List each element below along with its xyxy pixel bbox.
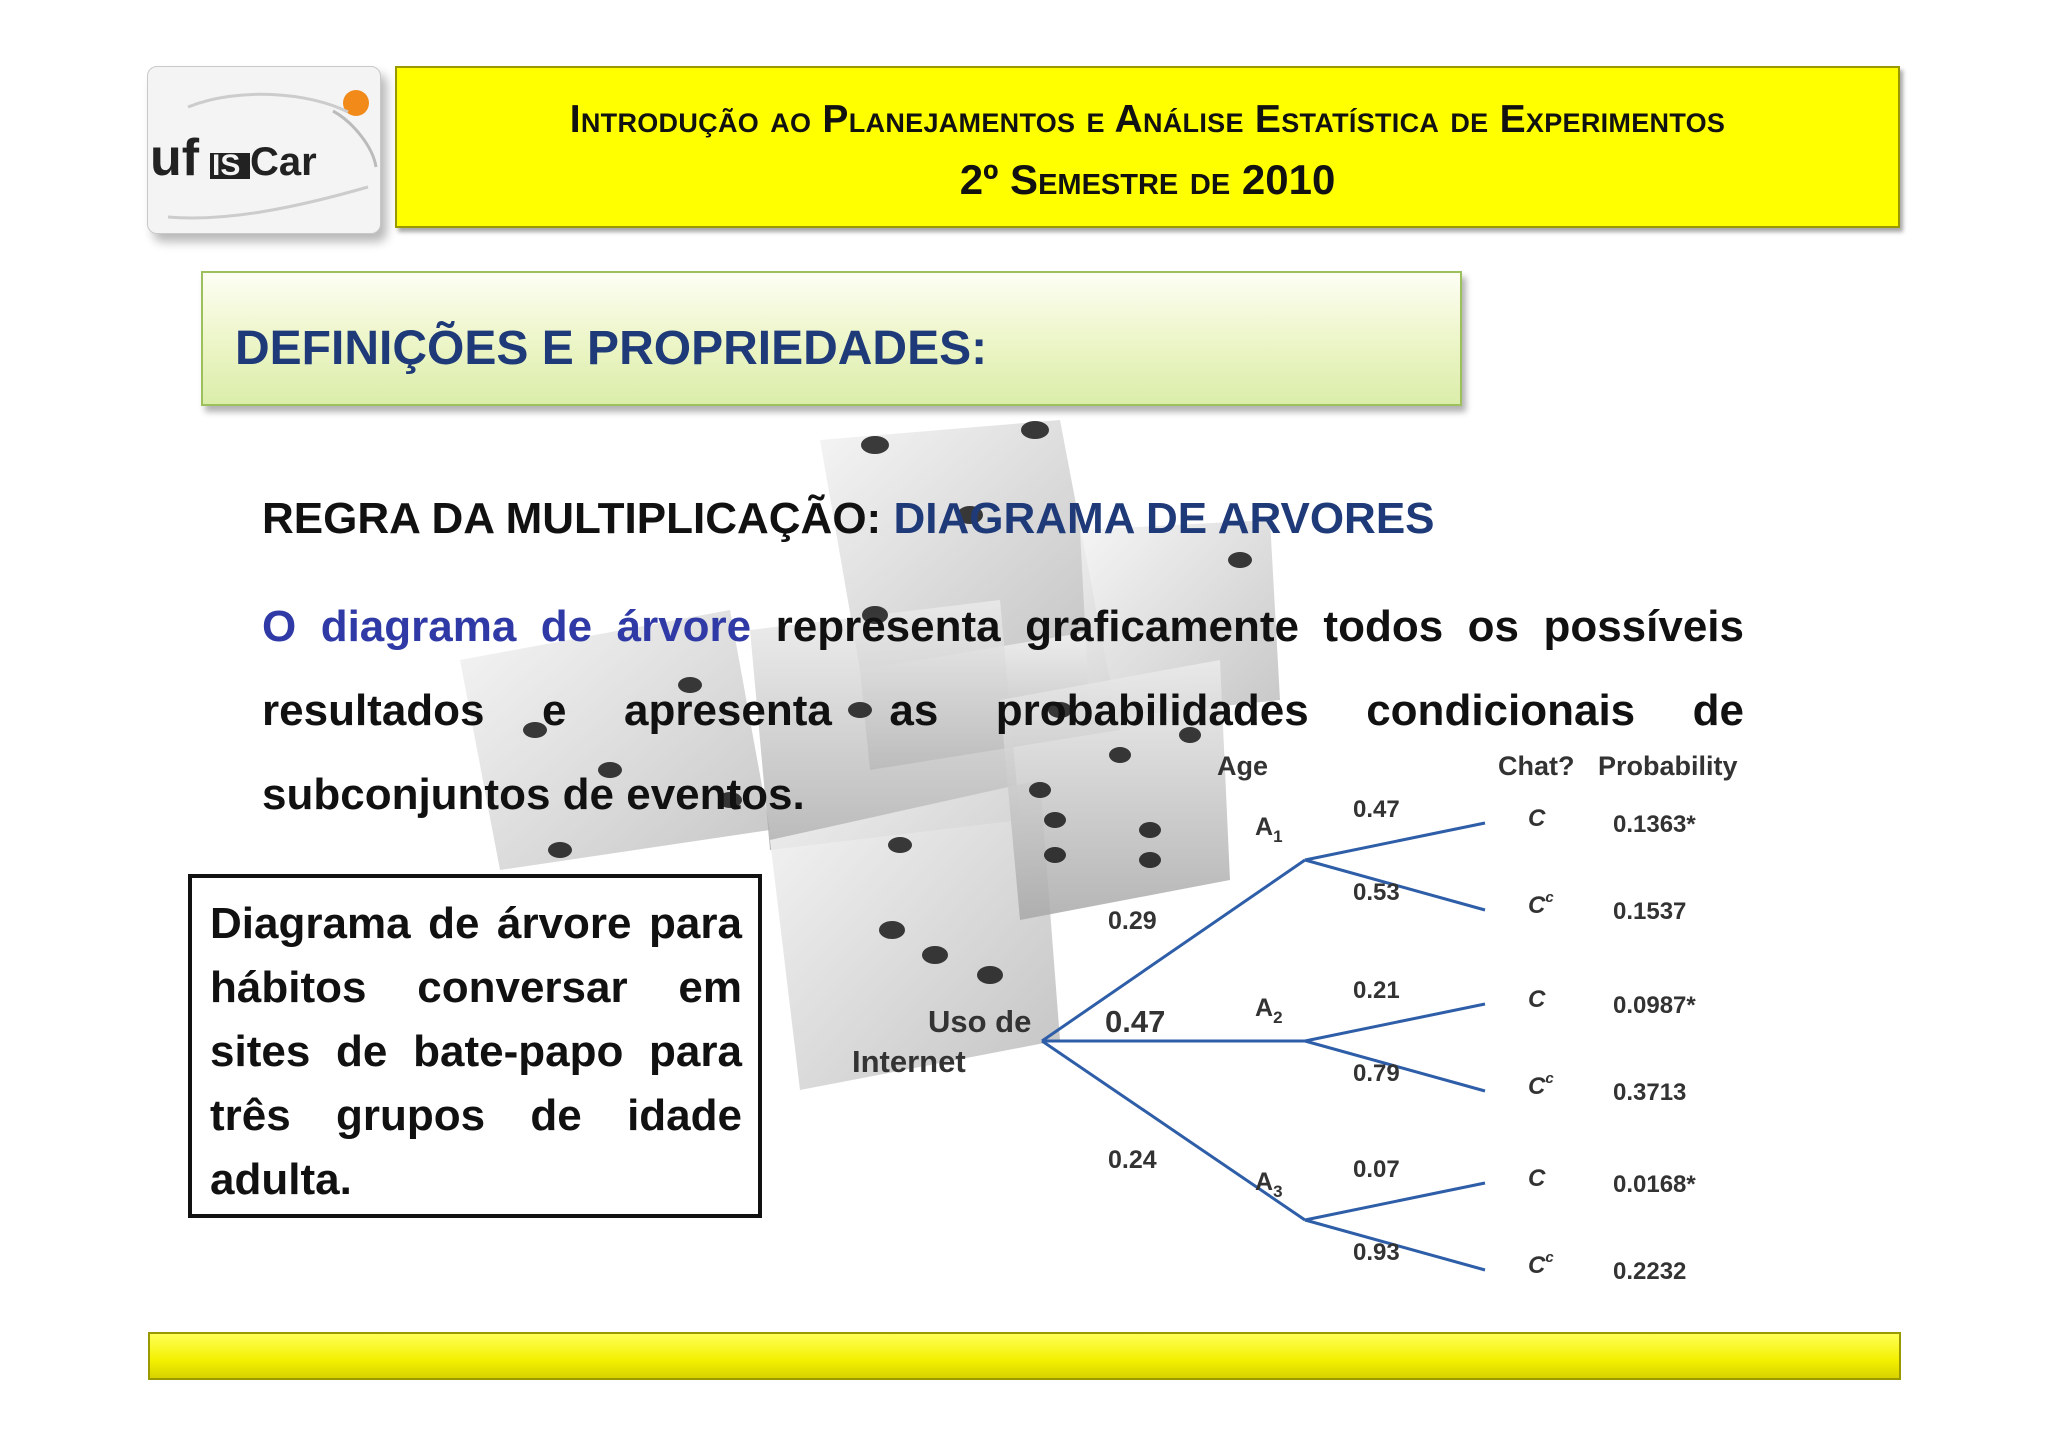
semester-title: 2º Semestre de 2010	[959, 156, 1336, 203]
probability-tree	[840, 745, 1780, 1305]
header-chat: Chat?	[1498, 751, 1575, 781]
header-probability: Probability	[1598, 751, 1738, 781]
svg-text:IS: IS	[212, 149, 241, 182]
caption-box	[188, 874, 762, 1218]
paragraph-lead: O diagrama de árvore	[262, 602, 752, 651]
rule-prefix: REGRA DA MULTIPLICAÇÃO:	[262, 494, 894, 543]
svg-text:uf: uf	[150, 129, 200, 187]
section-title-box	[201, 271, 1462, 406]
branch-probability-label: 0.21	[1353, 977, 1400, 1004]
age-probability-label: 0.24	[1108, 1146, 1157, 1174]
section-title: DEFINIÇÕES E PROPRIEDADES:	[235, 322, 988, 375]
age-probability-label: 0.47	[1105, 1004, 1166, 1039]
logo-graphic	[148, 67, 380, 233]
header-age: Age	[1217, 751, 1269, 781]
caption-text: Diagrama de árvore para hábitos conversar em sites de bate-papo para três grupos de idade adulta.	[210, 899, 742, 1204]
branch-probability-label: 0.93	[1353, 1239, 1400, 1266]
result-probability-label: 0.1363*	[1613, 811, 1696, 838]
outcome-label: $C^c$	[1528, 1070, 1554, 1100]
root-label-line2: Internet	[852, 1044, 966, 1079]
result-probability-label: 0.3713	[1613, 1079, 1687, 1106]
age-group-label: $A_2$	[1255, 994, 1283, 1027]
age-group-label: $A_3$	[1255, 1168, 1283, 1201]
outcome-label: $C^c$	[1528, 1249, 1554, 1279]
tree-branches	[1042, 823, 1485, 1270]
branch-probability-label: 0.47	[1353, 796, 1400, 823]
result-probability-label: 0.0987*	[1613, 992, 1696, 1019]
svg-text:Car: Car	[250, 140, 317, 184]
outcome-label: C	[1528, 986, 1546, 1013]
branch-probability-label: 0.07	[1353, 1156, 1400, 1183]
rule-heading	[262, 494, 1435, 544]
branch-probability-label: 0.79	[1353, 1060, 1400, 1087]
chat-branch-line	[1305, 823, 1485, 860]
age-probability-label: 0.29	[1108, 907, 1157, 935]
result-probability-label: 0.1537	[1613, 898, 1687, 925]
outcome-label: $C^c$	[1528, 889, 1554, 919]
paragraph-rest: representa graficamente todos os possíveis resultados e apresenta as probabilidades condicionais de subconjuntos de eventos.	[262, 602, 1745, 819]
chat-branch-line	[1305, 1004, 1485, 1041]
age-group-label: $A_1$	[1255, 813, 1283, 846]
result-probability-label: 0.0168*	[1613, 1171, 1696, 1198]
result-probability-label: 0.2232	[1613, 1258, 1687, 1285]
branch-probability-label: 0.53	[1353, 879, 1400, 906]
header-banner	[395, 66, 1900, 228]
root-label-line1: Uso de	[928, 1004, 1032, 1039]
outcome-label: C	[1528, 1165, 1546, 1192]
ufscar-logo	[147, 66, 381, 234]
rule-accent: DIAGRAMA DE ARVORES	[893, 494, 1435, 543]
chat-branch-line	[1305, 1183, 1485, 1220]
outcome-label: C	[1528, 805, 1546, 832]
course-title: Introdução ao Planejamentos e Análise Estatística de Experimentos	[569, 98, 1726, 141]
footer-bar	[148, 1332, 1901, 1380]
